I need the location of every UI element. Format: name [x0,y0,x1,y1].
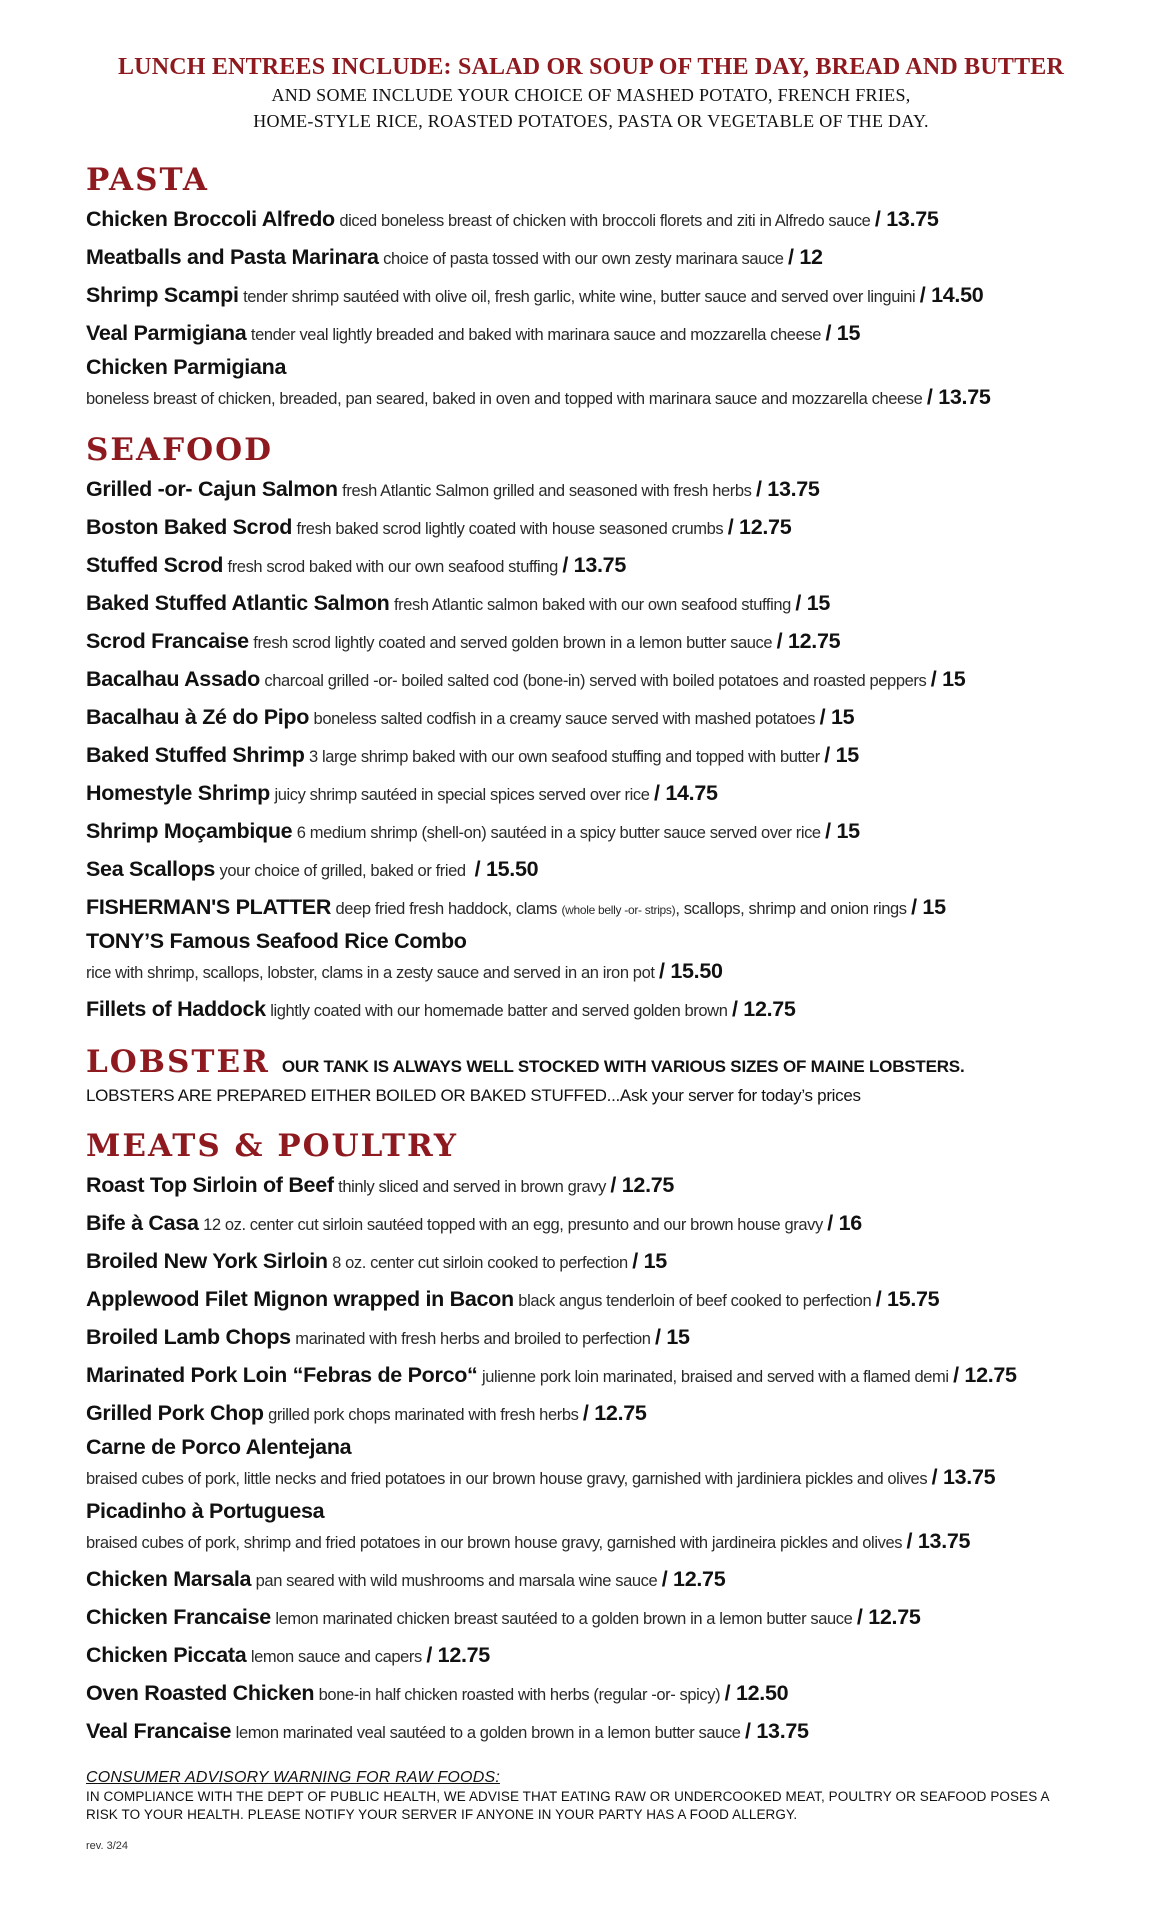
item-description: lemon marinated chicken breast sautéed to a golden brown in a lemon butter sauce [275,1610,853,1628]
item-name: Baked Stuffed Atlantic Salmon [86,591,390,615]
consumer-advisory [86,1768,1126,1852]
item-price: / 12.75 [661,1567,726,1591]
menu-item [86,1496,1126,1560]
item-description: fresh Atlantic salmon baked with our own seafood stuffing [393,596,791,614]
item-price: / 15 [825,321,861,345]
item-price: / 16 [827,1211,862,1235]
pasta-list [86,200,1126,416]
item-description: boneless breast of chicken, breaded, pan seared, baked in oven and topped with marinara sauce and mozzarella cheese [86,390,923,408]
lobster-preparation-note: LOBSTERS ARE PREPARED EITHER BOILED OR BAKED STUFFED...Ask your server for today’s prices [86,1086,861,1105]
item-description: rice with shrimp, scallops, lobster, clams in a zesty sauce and served in an iron pot [86,964,655,982]
item-name: Sea Scallops [86,857,216,881]
menu-item [86,470,1126,508]
item-name: Marinated Pork Loin “Febras de Porco“ [86,1363,478,1387]
advisory-title: CONSUMER ADVISORY WARNING FOR RAW FOODS: [86,1769,500,1786]
menu-item [86,698,1126,736]
item-description: julienne pork loin marinated, braised and served with a flamed demi [481,1368,949,1386]
item-price: / 15 [825,819,860,843]
menu-item [86,990,1126,1028]
menu-page [86,52,1126,1852]
item-price: / 12.75 [953,1363,1017,1387]
item-price: / 15 [911,895,946,919]
item-name: Chicken Piccata [86,1643,247,1667]
item-name: Boston Baked Scrod [86,515,293,539]
item-price: / 15 [819,705,855,729]
item-price: / 12.50 [724,1681,789,1705]
item-description: braised cubes of pork, little necks and fried potatoes in our brown house gravy, garnished with jardiniera pickles and olives [86,1470,928,1488]
item-description: marinated with fresh herbs and broiled to perfection [295,1330,651,1348]
section-meats-poultry [86,1126,1126,1750]
menu-item [86,774,1126,812]
lobster-tank-note: OUR TANK IS ALWAYS WELL STOCKED WITH VARIOUS SIZES OF MAINE LOBSTERS. [281,1057,965,1076]
item-description: lemon sauce and capers [250,1648,422,1666]
item-description: your choice of grilled, baked or fried [219,862,466,880]
revision-date: rev. 3/24 [86,1840,128,1852]
item-price: / 13.75 [562,553,626,577]
menu-item [86,200,1126,238]
item-price: / 12 [788,245,823,269]
section-title-seafood: SEAFOOD [86,432,273,468]
item-name: Veal Francaise [86,1719,232,1743]
lobster-heading-row [86,1042,1126,1082]
item-name: Stuffed Scrod [86,553,224,577]
menu-item [86,812,1126,850]
menu-item [86,926,1126,990]
menu-item [86,1166,1126,1204]
item-price: / 12.75 [582,1401,647,1425]
item-description: fresh scrod lightly coated and served golden brown in a lemon butter sauce [253,634,773,652]
menu-item [86,238,1126,276]
item-price: / 14.75 [653,781,718,805]
item-price: / 12.75 [776,629,841,653]
item-description: diced boneless breast of chicken with broccoli florets and ziti in Alfredo sauce [339,212,871,230]
item-price: / 12.75 [426,1643,490,1667]
menu-item [86,850,1126,888]
menu-item [86,276,1126,314]
item-description: deep fried fresh haddock, clams [335,900,558,918]
item-description: tender shrimp sautéed with olive oil, fresh garlic, white wine, butter sauce and served over linguini [243,288,916,306]
item-price: / 15.50 [658,959,723,983]
item-price: / 12.75 [856,1605,921,1629]
item-name: Shrimp Scampi [86,283,239,307]
item-name: Chicken Marsala [86,1567,252,1591]
item-description: thinly sliced and served in brown gravy [338,1178,606,1196]
item-name: Picadinho à Portuguesa [86,1499,325,1523]
seafood-list [86,470,1126,1028]
menu-item [86,546,1126,584]
menu-item [86,1242,1126,1280]
item-description-continued: , scallops, shrimp and onion rings [675,900,907,918]
meats-list [86,1166,1126,1750]
item-price: / 15.50 [474,857,539,881]
menu-item [86,888,1126,926]
menu-item [86,584,1126,622]
menu-item [86,1560,1126,1598]
section-title-meats-poultry: MEATS & POULTRY [86,1128,458,1164]
item-name: Bife à Casa [86,1211,199,1235]
menu-item [86,736,1126,774]
item-price: / 12.75 [610,1173,675,1197]
item-name: Fillets of Haddock [86,997,266,1021]
item-name: Applewood Filet Mignon wrapped in Bacon [86,1287,514,1311]
menu-item [86,622,1126,660]
menu-item [86,1394,1126,1432]
item-description: tender veal lightly breaded and baked with marinara sauce and mozzarella cheese [250,326,821,344]
menu-item [86,660,1126,698]
menu-item [86,1318,1126,1356]
item-name: Homestyle Shrimp [86,781,270,805]
item-name: Carne de Porco Alentejana [86,1435,352,1459]
lunch-includes-heading: LUNCH ENTREES INCLUDE: SALAD OR SOUP OF THE DAY, BREAD AND BUTTER [117,54,1065,80]
item-name: TONY’S Famous Seafood Rice Combo [86,929,467,953]
menu-header [86,52,1096,134]
item-description: charcoal grilled -or- boiled salted cod (bone-in) served with boiled potatoes and roasted peppers [264,672,927,690]
menu-item [86,508,1126,546]
item-price: / 15 [795,591,831,615]
item-description: 6 medium shrimp (shell-on) sautéed in a spicy butter sauce served over rice [296,824,821,842]
menu-item [86,352,1126,416]
item-price: / 15 [930,667,966,691]
menu-item [86,1636,1126,1674]
item-description: choice of pasta tossed with our own zesty marinara sauce [383,250,784,268]
item-description: fresh Atlantic Salmon grilled and seasoned with fresh herbs [342,482,752,500]
item-description: grilled pork chops marinated with fresh herbs [268,1406,579,1424]
item-description: fresh baked scrod lightly coated with house seasoned crumbs [296,520,724,538]
item-description: lemon marinated veal sautéed to a golden brown in a lemon butter sauce [235,1724,741,1742]
item-price: / 15 [632,1249,667,1273]
section-title-pasta: PASTA [86,162,209,198]
item-name: Bacalhau à Zé do Pipo [86,705,310,729]
item-price: / 13.75 [926,385,991,409]
item-description: 8 oz. center cut sirloin cooked to perfection [332,1254,628,1272]
item-description: bone-in half chicken roasted with herbs (regular -or- spicy) [318,1686,721,1704]
item-name: Bacalhau Assado [86,667,260,691]
item-name: Shrimp Moçambique [86,819,293,843]
item-name: FISHERMAN'S PLATTER [86,895,332,919]
item-name: Roast Top Sirloin of Beef [86,1173,334,1197]
item-price: / 13.75 [906,1529,971,1553]
item-price: / 13.75 [745,1719,809,1743]
menu-item [86,1356,1126,1394]
item-name: Scrod Francaise [86,629,249,653]
item-name: Broiled Lamb Chops [86,1325,291,1349]
item-price: / 13.75 [874,207,939,231]
item-price: / 14.50 [919,283,984,307]
item-price: / 13.75 [931,1465,996,1489]
item-description: black angus tenderloin of beef cooked to perfection [518,1292,872,1310]
section-seafood [86,430,1126,1028]
menu-item [86,1432,1126,1496]
item-price: / 15.75 [875,1287,940,1311]
item-name: Baked Stuffed Shrimp [86,743,305,767]
item-name: Broiled New York Sirloin [86,1249,328,1273]
item-price: / 12.75 [731,997,796,1021]
item-price: / 15 [655,1325,690,1349]
menu-item [86,1712,1126,1750]
item-description: fresh scrod baked with our own seafood stuffing [227,558,558,576]
lunch-includes-line-3: HOME-STYLE RICE, ROASTED POTATOES, PASTA OR VEGETABLE OF THE DAY. [253,111,929,131]
item-name: Grilled Pork Chop [86,1401,264,1425]
menu-item [86,314,1126,352]
item-description: 3 large shrimp baked with our own seafood stuffing and topped with butter [309,748,820,766]
section-pasta [86,160,1126,416]
section-title-lobster: LOBSTER [86,1044,270,1080]
item-price: / 15 [824,743,859,767]
item-name: Meatballs and Pasta Marinara [86,245,379,269]
item-description: lightly coated with our homemade batter and served golden brown [270,1002,728,1020]
item-name: Chicken Parmigiana [86,355,287,379]
item-price: / 13.75 [755,477,820,501]
item-name: Chicken Broccoli Alfredo [86,207,335,231]
section-lobster [86,1042,1126,1110]
item-description: pan seared with wild mushrooms and marsala wine sauce [255,1572,658,1590]
item-description: 12 oz. center cut sirloin sautéed topped with an egg, presunto and our brown house gravy [203,1216,823,1234]
menu-item [86,1674,1126,1712]
item-name: Veal Parmigiana [86,321,247,345]
item-description: boneless salted codfish in a creamy sauce served with mashed potatoes [313,710,816,728]
item-description: braised cubes of pork, shrimp and fried potatoes in our brown house gravy, garnished with jardineira pickles and olives [86,1534,903,1552]
item-price: / 12.75 [727,515,792,539]
item-description-note: (whole belly -or- strips) [561,903,676,917]
item-name: Chicken Francaise [86,1605,271,1629]
item-description: juicy shrimp sautéed in special spices served over rice [274,786,650,804]
menu-item [86,1204,1126,1242]
advisory-text: IN COMPLIANCE WITH THE DEPT OF PUBLIC HEALTH, WE ADVISE THAT EATING RAW OR UNDERCOOKED MEAT, POULTRY OR SEAFOOD POSES A RISK TO YOUR HEALTH. PLEASE NOTIFY YOUR SERVER IF ANYONE IN YOUR PARTY HAS A FOOD ALLERGY. [86,1789,1049,1822]
item-name: Oven Roasted Chicken [86,1681,315,1705]
lunch-includes-line-2: AND SOME INCLUDE YOUR CHOICE OF MASHED POTATO, FRENCH FRIES, [271,85,911,105]
menu-item [86,1598,1126,1636]
menu-item [86,1280,1126,1318]
item-name: Grilled -or- Cajun Salmon [86,477,338,501]
